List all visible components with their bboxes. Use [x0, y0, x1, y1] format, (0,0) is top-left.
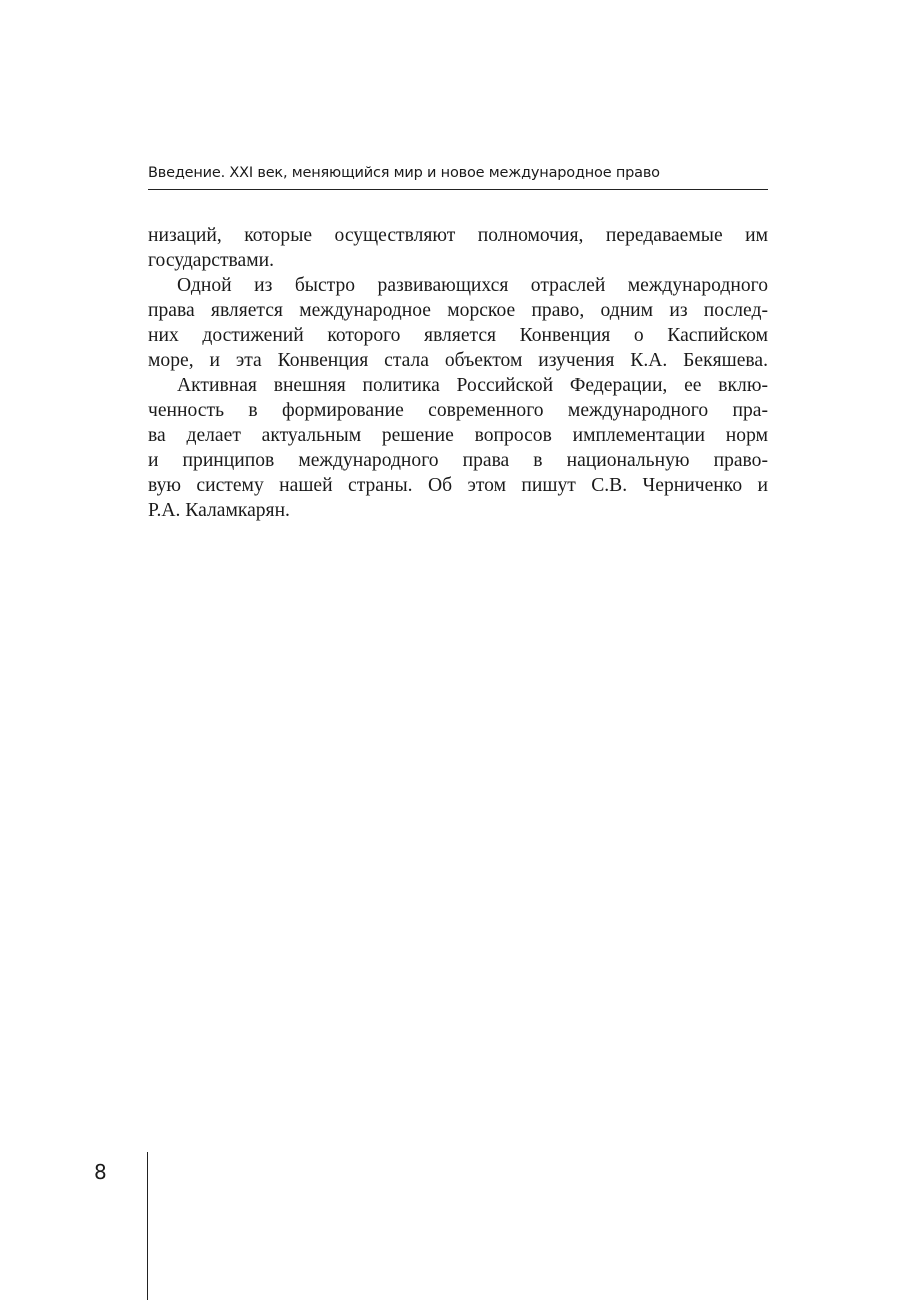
- text-line: ченность в формирование современного международного пра-: [148, 400, 768, 421]
- margin-rule: [147, 1152, 148, 1300]
- paragraph-first-line: Одной из быстро развивающихся отраслей международного: [177, 275, 768, 296]
- page-number: 8: [94, 1160, 107, 1184]
- text-line: ва делает актуальным решение вопросов имплементации норм: [148, 425, 768, 446]
- text-line: них достижений которого является Конвенция о Каспийском: [148, 325, 768, 346]
- text-line: права является международное морское право, одним из послед-: [148, 300, 768, 321]
- text-line: море, и эта Конвенция стала объектом изучения К.А. Бекяшева.: [148, 350, 768, 371]
- text-line: и принципов международного права в национальную право-: [148, 450, 768, 471]
- text-line: государствами.: [148, 250, 275, 271]
- text-line: вую систему нашей страны. Об этом пишут С.В. Черниченко и: [148, 475, 768, 496]
- text-line: низаций, которые осуществляют полномочия, передаваемые им: [148, 225, 768, 246]
- running-header: Введение. XXI век, меняющийся мир и новое международное право: [148, 165, 660, 181]
- header-rule: [148, 189, 768, 190]
- text-line: Р.А. Каламкарян.: [148, 500, 290, 521]
- paragraph-first-line: Активная внешняя политика Российской Федерации, ее вклю-: [177, 375, 768, 396]
- body-text: [148, 223, 768, 523]
